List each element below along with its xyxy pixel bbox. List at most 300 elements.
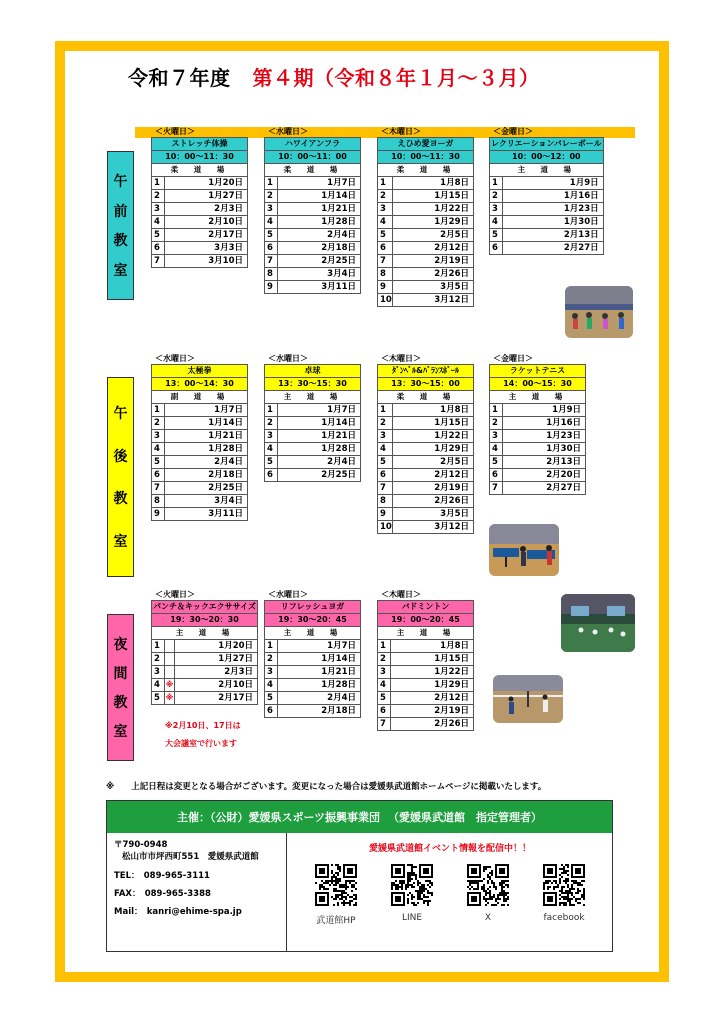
session-number: 9 bbox=[378, 508, 393, 521]
session-date: 3月5日 bbox=[392, 281, 473, 294]
session-date: 3月4日 bbox=[165, 495, 248, 508]
session-number: 2 bbox=[490, 190, 503, 203]
session-date: 1月9日 bbox=[503, 177, 604, 190]
table-row bbox=[265, 640, 361, 653]
session-number: 3 bbox=[265, 430, 278, 443]
table-row bbox=[378, 508, 474, 521]
session-date: 2月27日 bbox=[503, 242, 604, 255]
venue-label: 柔 道 場 bbox=[265, 164, 361, 177]
session-date: 1月30日 bbox=[503, 443, 586, 456]
postal-code: 〒790-0948 bbox=[114, 840, 168, 850]
session-date: 1月29日 bbox=[392, 443, 473, 456]
section-char: 前 bbox=[113, 203, 128, 220]
session-number: 1 bbox=[152, 177, 165, 190]
venue-label: 主 道 場 bbox=[490, 164, 604, 177]
qr-label: LINE bbox=[401, 913, 423, 923]
session-number: 5 bbox=[378, 229, 393, 242]
table-row bbox=[490, 430, 586, 443]
session-number: 9 bbox=[265, 281, 278, 294]
table-row bbox=[378, 705, 474, 718]
table-row bbox=[265, 705, 361, 718]
session-number: 4 bbox=[490, 216, 503, 229]
section-char: 午 bbox=[113, 406, 128, 423]
qr-code-icon bbox=[315, 864, 357, 910]
session-number: 3 bbox=[265, 666, 278, 679]
session-date: 1月22日 bbox=[391, 666, 474, 679]
session-number: 7 bbox=[378, 482, 393, 495]
session-date: 2月4日 bbox=[278, 229, 361, 242]
table-row bbox=[265, 456, 361, 469]
table-row bbox=[378, 255, 474, 268]
session-date: 2月3日 bbox=[165, 203, 248, 216]
fax-number: FAX： 089-965-3388 bbox=[114, 889, 211, 899]
session-number: 9 bbox=[152, 508, 165, 521]
session-number: 2 bbox=[265, 190, 278, 203]
table-row bbox=[378, 666, 474, 679]
session-number: 6 bbox=[490, 469, 503, 482]
session-number: 6 bbox=[265, 469, 278, 482]
session-number: 7 bbox=[490, 482, 503, 495]
section-char: 教 bbox=[113, 695, 128, 712]
table-row bbox=[152, 482, 248, 495]
session-date: 2月18日 bbox=[278, 242, 361, 255]
table-row bbox=[378, 443, 474, 456]
morning-section-label bbox=[107, 151, 134, 300]
qr-code-3[interactable] bbox=[543, 864, 585, 926]
table-row bbox=[378, 281, 474, 294]
table-row bbox=[152, 443, 248, 456]
session-number: 3 bbox=[265, 203, 278, 216]
table-row bbox=[152, 679, 258, 692]
session-number: 6 bbox=[265, 242, 278, 255]
qr-code-2[interactable] bbox=[467, 864, 509, 926]
session-number: 2 bbox=[378, 417, 393, 430]
table-row bbox=[265, 242, 361, 255]
session-date: 1月27日 bbox=[165, 190, 248, 203]
session-date: 2月5日 bbox=[392, 229, 473, 242]
session-date: 1月20日 bbox=[175, 640, 258, 653]
session-number: 2 bbox=[265, 653, 278, 666]
session-date: 2月26日 bbox=[392, 268, 473, 281]
session-number: 2 bbox=[378, 653, 391, 666]
session-date: 1月28日 bbox=[278, 679, 361, 692]
class-schedule bbox=[489, 354, 586, 495]
table-row bbox=[265, 653, 361, 666]
table-row bbox=[378, 456, 474, 469]
table-row bbox=[152, 177, 248, 190]
section-char: 室 bbox=[113, 533, 128, 550]
badminton-photo bbox=[493, 675, 563, 723]
session-date: 2月19日 bbox=[391, 705, 474, 718]
table-row bbox=[152, 404, 248, 417]
session-number: 4 bbox=[378, 216, 393, 229]
section-char: 夜 bbox=[113, 636, 128, 653]
address: 松山市市坪西町551 愛媛県武道館 bbox=[122, 852, 259, 862]
class-name: バドミントン bbox=[378, 601, 474, 614]
weekday-label: ＜水曜日＞ bbox=[155, 354, 195, 363]
session-date: 2月12日 bbox=[392, 469, 473, 482]
venue-label: 主 道 場 bbox=[265, 627, 361, 640]
qr-code-1[interactable] bbox=[391, 864, 433, 926]
table-row bbox=[378, 521, 474, 534]
session-number: 4 bbox=[265, 216, 278, 229]
class-time: 19：00～20：45 bbox=[378, 614, 474, 627]
schedule-table bbox=[377, 364, 474, 534]
session-date: 1月14日 bbox=[278, 417, 361, 430]
venue-label: 主 道 場 bbox=[152, 627, 258, 640]
session-number: 5 bbox=[265, 456, 278, 469]
session-date: 3月12日 bbox=[392, 521, 473, 534]
session-date: 1月15日 bbox=[392, 190, 473, 203]
session-number: 10 bbox=[378, 294, 393, 307]
session-date: 2月12日 bbox=[391, 692, 474, 705]
section-char: 教 bbox=[113, 233, 128, 250]
class-name: 太極拳 bbox=[152, 365, 248, 378]
session-number: 8 bbox=[378, 495, 393, 508]
table-row bbox=[265, 469, 361, 482]
session-date: 1月7日 bbox=[165, 404, 248, 417]
session-date: 1月7日 bbox=[278, 404, 361, 417]
venue-label: 主 道 場 bbox=[378, 627, 474, 640]
venue-label: 主 道 場 bbox=[265, 391, 361, 404]
weekday-label: ＜木曜日＞ bbox=[381, 127, 421, 136]
session-date: 1月8日 bbox=[392, 404, 473, 417]
session-date: 1月23日 bbox=[503, 430, 586, 443]
session-date: 1月20日 bbox=[165, 177, 248, 190]
schedule-table bbox=[264, 364, 361, 482]
session-date: 2月5日 bbox=[392, 456, 473, 469]
table-row bbox=[378, 242, 474, 255]
table-row bbox=[265, 430, 361, 443]
table-row bbox=[378, 679, 474, 692]
schedule-table bbox=[489, 364, 586, 495]
session-number: 5 bbox=[152, 456, 165, 469]
session-number: 5 bbox=[378, 456, 393, 469]
table-row bbox=[265, 679, 361, 692]
organizer-text: 主催：（公財）愛媛県スポーツ振興事業団 bbox=[176, 811, 381, 824]
class-schedule bbox=[377, 590, 474, 731]
section-char: 午 bbox=[113, 173, 128, 190]
session-number: 1 bbox=[378, 404, 393, 417]
table-row bbox=[152, 456, 248, 469]
schedule-table bbox=[489, 137, 604, 255]
class-time: 13：30～15：30 bbox=[265, 378, 361, 391]
class-time: 10：00～11：30 bbox=[152, 151, 248, 164]
session-date: 1月27日 bbox=[175, 653, 258, 666]
note-mark: ※ bbox=[165, 692, 175, 705]
class-schedule bbox=[151, 354, 248, 521]
table-row bbox=[265, 692, 361, 705]
yoga-class-photo bbox=[565, 286, 633, 338]
session-date: 3月4日 bbox=[278, 268, 361, 281]
sns-area bbox=[288, 833, 612, 952]
table-row bbox=[490, 482, 586, 495]
session-number: 2 bbox=[152, 190, 165, 203]
schedule-table bbox=[151, 364, 248, 521]
session-date: 1月22日 bbox=[392, 430, 473, 443]
session-date: 2月25日 bbox=[278, 255, 361, 268]
session-date: 1月23日 bbox=[503, 203, 604, 216]
section-char: 室 bbox=[113, 724, 128, 741]
table-row bbox=[152, 242, 248, 255]
qr-label: facebook bbox=[543, 913, 585, 923]
session-number: 7 bbox=[378, 255, 393, 268]
section-char: 後 bbox=[113, 448, 128, 465]
session-number: 3 bbox=[490, 203, 503, 216]
table-row bbox=[378, 469, 474, 482]
venue-label: 副 道 場 bbox=[152, 391, 248, 404]
class-time: 13：30～15：00 bbox=[378, 378, 474, 391]
qr-code-0[interactable] bbox=[315, 864, 357, 926]
table-row bbox=[152, 508, 248, 521]
session-date: 3月11日 bbox=[278, 281, 361, 294]
session-number: 3 bbox=[378, 430, 393, 443]
session-date: 3月5日 bbox=[392, 508, 473, 521]
class-name: ハワイアンフラ bbox=[265, 138, 361, 151]
session-date: 2月4日 bbox=[278, 456, 361, 469]
class-schedule bbox=[264, 590, 361, 718]
class-schedule bbox=[151, 590, 257, 705]
weekday-label: ＜火曜日＞ bbox=[155, 127, 195, 136]
table-row bbox=[378, 268, 474, 281]
session-number: 3 bbox=[378, 666, 391, 679]
table-row bbox=[265, 255, 361, 268]
session-number: 4 bbox=[378, 443, 393, 456]
table-row bbox=[378, 482, 474, 495]
session-number: 6 bbox=[378, 705, 391, 718]
session-number: 1 bbox=[265, 640, 278, 653]
session-number: 4 bbox=[152, 679, 165, 692]
weekday-label: ＜木曜日＞ bbox=[381, 590, 421, 599]
session-number: 1 bbox=[378, 177, 393, 190]
class-schedule bbox=[151, 127, 248, 268]
table-row bbox=[152, 653, 258, 666]
session-date: 2月20日 bbox=[503, 469, 586, 482]
session-date: 3月12日 bbox=[392, 294, 473, 307]
table-row bbox=[152, 640, 258, 653]
schedule-table bbox=[151, 600, 258, 705]
session-date: 1月8日 bbox=[391, 640, 474, 653]
table-row bbox=[490, 417, 586, 430]
table-row bbox=[152, 229, 248, 242]
session-date: 1月28日 bbox=[278, 443, 361, 456]
session-date: 2月27日 bbox=[503, 482, 586, 495]
session-number: 6 bbox=[378, 242, 393, 255]
session-number: 5 bbox=[152, 229, 165, 242]
qr-label: X bbox=[484, 913, 492, 923]
section-char: 室 bbox=[113, 263, 128, 280]
class-name: パンチ＆キックエクササイズ bbox=[152, 601, 258, 614]
session-number: 7 bbox=[152, 255, 165, 268]
session-number: 1 bbox=[490, 404, 503, 417]
session-date: 3月11日 bbox=[165, 508, 248, 521]
note-mark bbox=[165, 640, 175, 653]
session-date: 2月10日 bbox=[175, 679, 258, 692]
session-date: 3月3日 bbox=[165, 242, 248, 255]
session-date: 1月28日 bbox=[165, 443, 248, 456]
table-row bbox=[152, 190, 248, 203]
session-date: 1月22日 bbox=[392, 203, 473, 216]
table-row bbox=[490, 242, 604, 255]
table-row bbox=[490, 229, 604, 242]
qr-code-row bbox=[288, 864, 612, 926]
session-number: 8 bbox=[152, 495, 165, 508]
section-char: 間 bbox=[113, 665, 128, 682]
page-title: 令和７年度 第４期（令和８年１月～３月） bbox=[128, 66, 540, 90]
session-number: 5 bbox=[152, 692, 165, 705]
session-number: 4 bbox=[265, 443, 278, 456]
class-time: 10：00～12：00 bbox=[490, 151, 604, 164]
session-number: 1 bbox=[490, 177, 503, 190]
class-schedule bbox=[377, 127, 474, 307]
table-row bbox=[490, 456, 586, 469]
table-row bbox=[378, 229, 474, 242]
session-number: 8 bbox=[265, 268, 278, 281]
schedule-table bbox=[151, 137, 248, 268]
session-date: 2月26日 bbox=[392, 495, 473, 508]
session-date: 2月13日 bbox=[503, 456, 586, 469]
evening-section-label bbox=[107, 614, 134, 761]
class-time: 14：00～15：30 bbox=[490, 378, 586, 391]
table-row bbox=[378, 653, 474, 666]
weekday-label: ＜水曜日＞ bbox=[268, 127, 308, 136]
session-number: 1 bbox=[378, 640, 391, 653]
class-name: ラケットテニス bbox=[490, 365, 586, 378]
session-number: 1 bbox=[152, 404, 165, 417]
session-date: 1月15日 bbox=[391, 653, 474, 666]
session-number: 9 bbox=[378, 281, 393, 294]
class-time: 13：00～14：30 bbox=[152, 378, 248, 391]
qr-label: 武道館HP bbox=[316, 916, 356, 926]
weekday-label: ＜木曜日＞ bbox=[381, 354, 421, 363]
session-date: 2月19日 bbox=[392, 482, 473, 495]
table-row bbox=[152, 255, 248, 268]
gym-class-photo bbox=[561, 594, 635, 652]
class-time: 19：30～20：45 bbox=[265, 614, 361, 627]
class-time: 10：00～11：00 bbox=[265, 151, 361, 164]
session-number: 4 bbox=[152, 443, 165, 456]
session-date: 2月19日 bbox=[392, 255, 473, 268]
schedule-table bbox=[264, 137, 361, 294]
session-date: 1月14日 bbox=[278, 190, 361, 203]
session-date: 1月15日 bbox=[392, 417, 473, 430]
session-number: 4 bbox=[490, 443, 503, 456]
session-date: 1月16日 bbox=[503, 417, 586, 430]
event-info-banner: 愛媛県武道館イベント情報を配信中！！ bbox=[368, 844, 531, 854]
session-date: 2月18日 bbox=[165, 469, 248, 482]
table-row bbox=[378, 203, 474, 216]
table-row bbox=[265, 203, 361, 216]
table-row bbox=[378, 718, 474, 731]
phone-number: TEL： 089-965-3111 bbox=[114, 871, 210, 881]
session-number: 4 bbox=[378, 679, 391, 692]
table-row bbox=[378, 177, 474, 190]
table-row bbox=[265, 177, 361, 190]
session-date: 2月25日 bbox=[278, 469, 361, 482]
session-number: 5 bbox=[378, 692, 391, 705]
table-row bbox=[378, 404, 474, 417]
table-row bbox=[378, 294, 474, 307]
session-date: 1月8日 bbox=[392, 177, 473, 190]
table-row bbox=[152, 203, 248, 216]
class-name: レクリエーションバレーボール bbox=[490, 138, 604, 151]
session-number: 10 bbox=[378, 521, 393, 534]
session-date: 2月10日 bbox=[165, 216, 248, 229]
table-row bbox=[265, 216, 361, 229]
table-row bbox=[152, 692, 258, 705]
session-number: 8 bbox=[378, 268, 393, 281]
session-number: 2 bbox=[152, 653, 165, 666]
table-row bbox=[378, 495, 474, 508]
table-row bbox=[152, 417, 248, 430]
session-date: 2月18日 bbox=[278, 705, 361, 718]
schedule-table bbox=[377, 600, 474, 731]
class-name: ストレッチ体操 bbox=[152, 138, 248, 151]
class-name: 卓球 bbox=[265, 365, 361, 378]
class-schedule bbox=[264, 127, 361, 294]
schedule-table bbox=[264, 600, 361, 718]
class-schedule bbox=[377, 354, 474, 534]
session-number: 1 bbox=[152, 640, 165, 653]
table-row bbox=[378, 190, 474, 203]
session-number: 3 bbox=[152, 430, 165, 443]
session-number: 3 bbox=[378, 203, 393, 216]
table-row bbox=[490, 177, 604, 190]
class-time: 19：30～20：30 bbox=[152, 614, 258, 627]
weekday-label: ＜金曜日＞ bbox=[493, 354, 533, 363]
session-number: 4 bbox=[152, 216, 165, 229]
manager-text: （愛媛県武道館 指定管理者） bbox=[388, 811, 543, 824]
session-number: 1 bbox=[265, 177, 278, 190]
table-row bbox=[490, 443, 586, 456]
class-time: 10：00～11：30 bbox=[378, 151, 474, 164]
session-date: 2月25日 bbox=[165, 482, 248, 495]
email-address: Mail： kanri@ehime-spa.jp bbox=[114, 907, 242, 917]
table-row bbox=[265, 190, 361, 203]
table-row bbox=[490, 404, 586, 417]
session-date: 2月17日 bbox=[175, 692, 258, 705]
table-row bbox=[265, 666, 361, 679]
session-number: 2 bbox=[152, 417, 165, 430]
session-date: 1月21日 bbox=[278, 203, 361, 216]
session-date: 1月21日 bbox=[278, 430, 361, 443]
session-number: 5 bbox=[265, 229, 278, 242]
table-row bbox=[490, 216, 604, 229]
session-number: 6 bbox=[490, 242, 503, 255]
note-mark: ※ bbox=[165, 679, 175, 692]
organizer-bar bbox=[107, 801, 612, 833]
table-row bbox=[265, 268, 361, 281]
table-row bbox=[378, 216, 474, 229]
contact-info bbox=[107, 833, 287, 952]
table-row bbox=[490, 190, 604, 203]
session-date: 1月30日 bbox=[503, 216, 604, 229]
session-date: 1月29日 bbox=[392, 216, 473, 229]
session-number: 6 bbox=[378, 469, 393, 482]
session-number: 6 bbox=[265, 705, 278, 718]
table-row bbox=[378, 417, 474, 430]
period-title: 第４期（令和８年１月～３月） bbox=[252, 66, 540, 90]
table-row bbox=[265, 229, 361, 242]
venue-label: 柔 道 場 bbox=[378, 391, 474, 404]
afternoon-section-label bbox=[107, 377, 134, 577]
session-number: 2 bbox=[490, 417, 503, 430]
table-row bbox=[265, 417, 361, 430]
session-number: 2 bbox=[378, 190, 393, 203]
venue-label: 柔 道 場 bbox=[378, 164, 474, 177]
session-number: 7 bbox=[378, 718, 391, 731]
class-schedule bbox=[489, 127, 602, 255]
